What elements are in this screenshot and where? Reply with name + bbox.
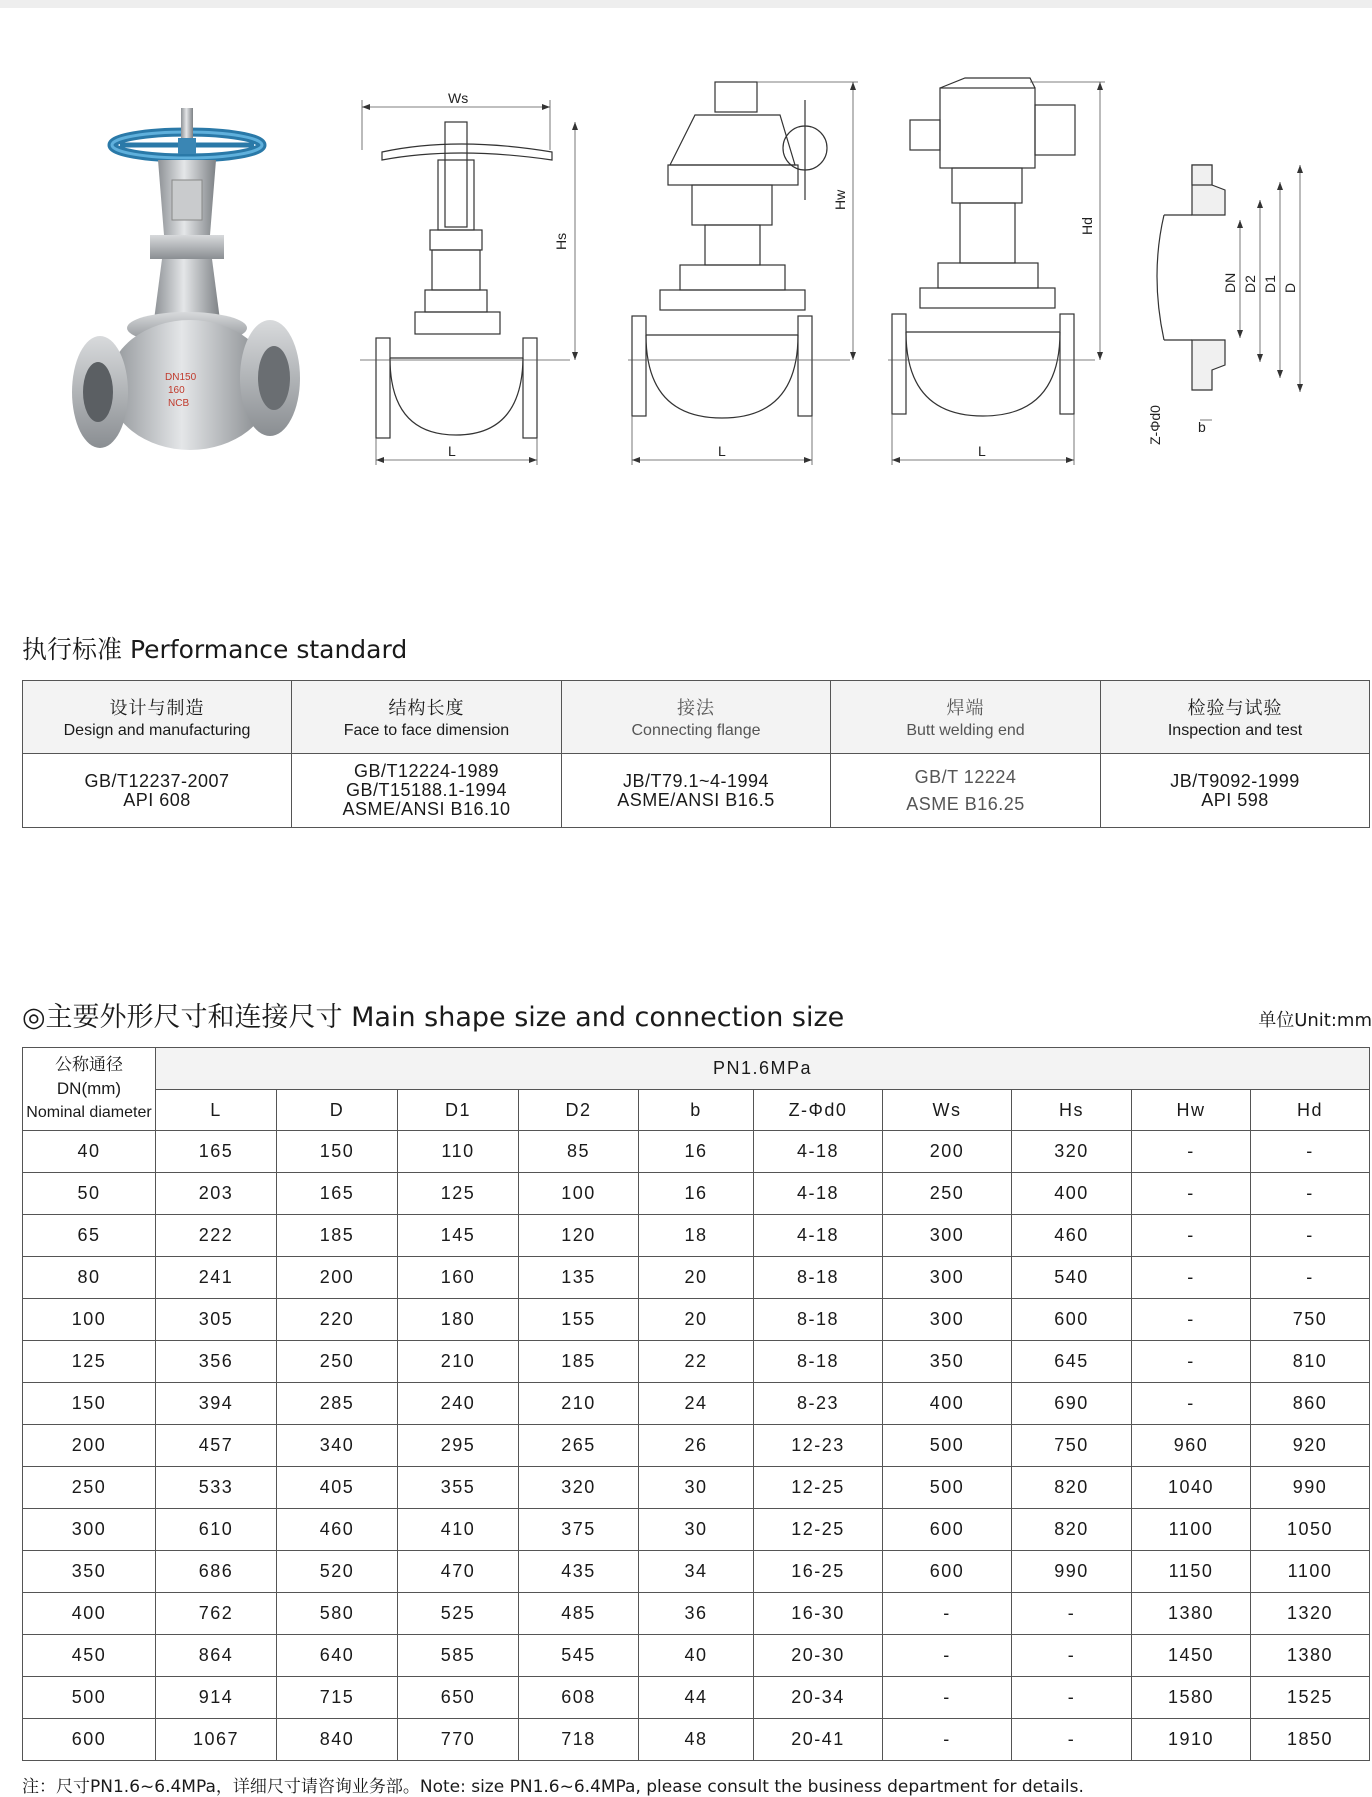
dim-label-d: D (1282, 282, 1298, 293)
value-design: GB/T12237-2007 API 608 (23, 754, 292, 828)
table-cell: 265 (519, 1425, 639, 1467)
table-cell: 686 (156, 1551, 277, 1593)
table-cell: 350 (883, 1341, 1012, 1383)
table-cell: 320 (1012, 1131, 1132, 1173)
pressure-header: PN1.6MPa (156, 1048, 1370, 1090)
table-cell: 410 (398, 1509, 519, 1551)
table-row (23, 1509, 1370, 1551)
handwheel-valve-drawing (360, 60, 600, 470)
dim-label-zd: Z-Φd0 (1147, 405, 1163, 445)
table-cell: - (1132, 1341, 1251, 1383)
table-cell: 355 (398, 1467, 519, 1509)
table-cell: 500 (883, 1467, 1012, 1509)
table-cell: 610 (156, 1509, 277, 1551)
table-cell: 585 (398, 1635, 519, 1677)
table-cell: 640 (277, 1635, 398, 1677)
dim-label-d1: D1 (1262, 275, 1278, 293)
table-row (23, 1131, 1370, 1173)
column-header: Hd (1251, 1090, 1370, 1131)
table-row (23, 1593, 1370, 1635)
table-cell: 20-41 (754, 1719, 883, 1761)
table-cell: 16 (639, 1173, 754, 1215)
table-row (23, 1383, 1370, 1425)
table-cell: - (1132, 1383, 1251, 1425)
table-cell: 485 (519, 1593, 639, 1635)
table-cell: 250 (277, 1341, 398, 1383)
table-row (23, 1425, 1370, 1467)
table-cell: 1100 (1251, 1551, 1370, 1593)
column-header: Hs (1012, 1090, 1132, 1131)
table-cell: 1580 (1132, 1677, 1251, 1719)
column-header: Ws (883, 1090, 1012, 1131)
table-row (23, 1341, 1370, 1383)
table-cell: 125 (398, 1173, 519, 1215)
table-cell: 500 (883, 1425, 1012, 1467)
table-cell: 960 (1132, 1425, 1251, 1467)
table-cell: 4-18 (754, 1173, 883, 1215)
table-cell: 285 (277, 1383, 398, 1425)
table-cell: 12-25 (754, 1509, 883, 1551)
table-cell: 600 (883, 1509, 1012, 1551)
table-cell: - (1132, 1299, 1251, 1341)
dim-label-l1: L (448, 443, 456, 459)
table-cell: - (883, 1635, 1012, 1677)
table-cell: 8-23 (754, 1383, 883, 1425)
table-cell: 580 (277, 1593, 398, 1635)
table-cell: 864 (156, 1635, 277, 1677)
dim-label-l2: L (718, 443, 726, 459)
table-cell: 400 (883, 1383, 1012, 1425)
dn-cell: 500 (23, 1677, 156, 1719)
table-cell: 520 (277, 1551, 398, 1593)
table-cell: 295 (398, 1425, 519, 1467)
table-cell: 457 (156, 1425, 277, 1467)
performance-standard-table (22, 680, 1370, 828)
table-cell: 20-34 (754, 1677, 883, 1719)
table-cell: - (883, 1719, 1012, 1761)
dim-label-ws: Ws (448, 90, 469, 106)
table-cell: 1100 (1132, 1509, 1251, 1551)
dn-cell: 125 (23, 1341, 156, 1383)
table-cell: 1850 (1251, 1719, 1370, 1761)
table-cell: 300 (883, 1257, 1012, 1299)
column-header: D1 (398, 1090, 519, 1131)
table-cell: 608 (519, 1677, 639, 1719)
dn-cell: 250 (23, 1467, 156, 1509)
table-cell: 20 (639, 1257, 754, 1299)
table-cell: 26 (639, 1425, 754, 1467)
dn-cell: 350 (23, 1551, 156, 1593)
table-cell: 718 (519, 1719, 639, 1761)
header-design: 设计与制造 Design and manufacturing (23, 681, 292, 754)
table-cell: 645 (1012, 1341, 1132, 1383)
table-cell: 40 (639, 1635, 754, 1677)
table-cell: 8-18 (754, 1299, 883, 1341)
column-header: D2 (519, 1090, 639, 1131)
dim-label-hd: Hd (1079, 217, 1095, 235)
table-cell: 770 (398, 1719, 519, 1761)
table-cell: 12-23 (754, 1425, 883, 1467)
table-cell: 210 (398, 1341, 519, 1383)
table-cell: 820 (1012, 1509, 1132, 1551)
table-cell: - (1132, 1257, 1251, 1299)
table-row (23, 1173, 1370, 1215)
column-header: b (639, 1090, 754, 1131)
header-butt-welding: 焊端 Butt welding end (831, 681, 1101, 754)
table-cell: 914 (156, 1677, 277, 1719)
table-cell: 30 (639, 1509, 754, 1551)
dn-cell: 400 (23, 1593, 156, 1635)
table-cell: 1525 (1251, 1677, 1370, 1719)
table-cell: 320 (519, 1467, 639, 1509)
table-cell: 165 (156, 1131, 277, 1173)
table-cell: 435 (519, 1551, 639, 1593)
table-cell: - (1012, 1719, 1132, 1761)
table-row (23, 1215, 1370, 1257)
table-row (23, 1635, 1370, 1677)
table-cell: 4-18 (754, 1215, 883, 1257)
main-size-table (22, 1047, 1370, 1761)
dn-cell: 600 (23, 1719, 156, 1761)
table-row (23, 1257, 1370, 1299)
table-cell: - (1012, 1635, 1132, 1677)
table-row (23, 1467, 1370, 1509)
table-cell: - (1251, 1215, 1370, 1257)
table-cell: 34 (639, 1551, 754, 1593)
table-cell: 150 (277, 1131, 398, 1173)
table-cell: 762 (156, 1593, 277, 1635)
table-cell: 145 (398, 1215, 519, 1257)
performance-header-row (23, 681, 1370, 754)
dim-label-d2: D2 (1242, 275, 1258, 293)
table-cell: 203 (156, 1173, 277, 1215)
unit-label: 单位Unit:mm (1258, 1010, 1372, 1031)
table-cell: 165 (277, 1173, 398, 1215)
table-cell: 600 (883, 1551, 1012, 1593)
dn-cell: 50 (23, 1173, 156, 1215)
table-cell: 222 (156, 1215, 277, 1257)
table-cell: 24 (639, 1383, 754, 1425)
table-row (23, 1719, 1370, 1761)
dn-cell: 65 (23, 1215, 156, 1257)
table-cell: 1380 (1251, 1635, 1370, 1677)
table-cell: 200 (883, 1131, 1012, 1173)
photo-marking-1: DN150 (165, 372, 197, 383)
table-cell: 405 (277, 1467, 398, 1509)
dim-label-hw: Hw (832, 189, 848, 210)
table-cell: 16-25 (754, 1551, 883, 1593)
table-cell: - (1132, 1131, 1251, 1173)
main-size-title: ◎主要外形尺寸和连接尺寸 Main shape size and connection size (22, 1002, 845, 1033)
table-cell: 460 (277, 1509, 398, 1551)
value-face-to-face: GB/T12224-1989 GB/T15188.1-1994 ASME/ANSI B16.10 (292, 754, 562, 828)
table-cell: 1320 (1251, 1593, 1370, 1635)
table-cell: 220 (277, 1299, 398, 1341)
table-cell: 820 (1012, 1467, 1132, 1509)
table-cell: 210 (519, 1383, 639, 1425)
table-cell: 810 (1251, 1341, 1370, 1383)
table-cell: 16-30 (754, 1593, 883, 1635)
table-cell: 48 (639, 1719, 754, 1761)
header-face-to-face: 结构长度 Face to face dimension (292, 681, 562, 754)
dn-cell: 450 (23, 1635, 156, 1677)
table-cell: 200 (277, 1257, 398, 1299)
table-cell: 185 (277, 1215, 398, 1257)
table-cell: 110 (398, 1131, 519, 1173)
table-cell: 135 (519, 1257, 639, 1299)
table-cell: 185 (519, 1341, 639, 1383)
column-header: Hw (1132, 1090, 1251, 1131)
table-cell: 715 (277, 1677, 398, 1719)
table-cell: 300 (883, 1215, 1012, 1257)
value-inspection: JB/T9092-1999 API 598 (1101, 754, 1370, 828)
nominal-diameter-header: 公称通径 DN(mm) Nominal diameter (23, 1048, 156, 1131)
dn-cell: 300 (23, 1509, 156, 1551)
table-cell: 240 (398, 1383, 519, 1425)
table-cell: 356 (156, 1341, 277, 1383)
table-cell: 100 (519, 1173, 639, 1215)
value-connecting-flange: JB/T79.1~4-1994 ASME/ANSI B16.5 (562, 754, 831, 828)
column-header: Z-Φd0 (754, 1090, 883, 1131)
table-cell: 16 (639, 1131, 754, 1173)
table-cell: 250 (883, 1173, 1012, 1215)
table-cell: 12-25 (754, 1467, 883, 1509)
photo-marking-3: NCB (168, 398, 190, 409)
table-cell: 1050 (1251, 1509, 1370, 1551)
table-cell: 990 (1012, 1551, 1132, 1593)
table-cell: 840 (277, 1719, 398, 1761)
table-row (23, 1551, 1370, 1593)
footnote: 注：尺寸PN1.6~6.4MPa，详细尺寸请咨询业务部。Note: size PN1.6~6.4MPa, please consult the business department for details. (22, 1777, 1084, 1797)
table-cell: 1040 (1132, 1467, 1251, 1509)
table-cell: - (1012, 1677, 1132, 1719)
table-cell: 300 (883, 1299, 1012, 1341)
flange-section-drawing (1140, 60, 1320, 460)
column-header: L (156, 1090, 277, 1131)
table-cell: 600 (1012, 1299, 1132, 1341)
table-cell: 525 (398, 1593, 519, 1635)
header-inspection: 检验与试验 Inspection and test (1101, 681, 1370, 754)
table-cell: - (1251, 1257, 1370, 1299)
valve-photo (70, 60, 310, 460)
table-cell: 36 (639, 1593, 754, 1635)
table-cell: 85 (519, 1131, 639, 1173)
performance-standard-title: 执行标准 Performance standard (22, 635, 408, 664)
table-row (23, 1677, 1370, 1719)
table-cell: 8-18 (754, 1341, 883, 1383)
column-header: D (277, 1090, 398, 1131)
table-cell: 750 (1251, 1299, 1370, 1341)
table-cell: 650 (398, 1677, 519, 1719)
table-cell: 155 (519, 1299, 639, 1341)
table-cell: - (1012, 1593, 1132, 1635)
table-cell: - (883, 1677, 1012, 1719)
table-cell: 20-30 (754, 1635, 883, 1677)
table-cell: 20 (639, 1299, 754, 1341)
table-cell: - (1132, 1215, 1251, 1257)
table-cell: 394 (156, 1383, 277, 1425)
table-cell: 1150 (1132, 1551, 1251, 1593)
valve-drawings (0, 60, 1372, 480)
table-cell: - (1251, 1173, 1370, 1215)
dim-label-b: b (1198, 419, 1206, 435)
header-connecting-flange: 接法 Connecting flange (562, 681, 831, 754)
table-cell: 470 (398, 1551, 519, 1593)
dn-cell: 100 (23, 1299, 156, 1341)
main-header-row-2 (23, 1090, 1370, 1131)
table-row (23, 1299, 1370, 1341)
table-cell: 920 (1251, 1425, 1370, 1467)
table-cell: - (1132, 1173, 1251, 1215)
top-bar (0, 0, 1372, 8)
table-cell: - (883, 1593, 1012, 1635)
dn-cell: 40 (23, 1131, 156, 1173)
table-cell: 241 (156, 1257, 277, 1299)
electric-valve-drawing (880, 60, 1110, 470)
dn-cell: 80 (23, 1257, 156, 1299)
table-cell: 8-18 (754, 1257, 883, 1299)
table-cell: 690 (1012, 1383, 1132, 1425)
value-butt-welding: GB/T 12224 ASME B16.25 (831, 754, 1101, 828)
main-header-row-1 (23, 1048, 1370, 1090)
dim-label-hs: Hs (553, 232, 569, 250)
table-cell: 18 (639, 1215, 754, 1257)
table-cell: 305 (156, 1299, 277, 1341)
table-cell: 4-18 (754, 1131, 883, 1173)
table-cell: 180 (398, 1299, 519, 1341)
table-cell: 340 (277, 1425, 398, 1467)
table-cell: 990 (1251, 1467, 1370, 1509)
table-cell: 1910 (1132, 1719, 1251, 1761)
table-cell: 860 (1251, 1383, 1370, 1425)
performance-value-row (23, 754, 1370, 828)
dn-cell: 150 (23, 1383, 156, 1425)
table-cell: 1380 (1132, 1593, 1251, 1635)
photo-marking-2: 160 (168, 385, 185, 396)
table-cell: 540 (1012, 1257, 1132, 1299)
table-cell: 545 (519, 1635, 639, 1677)
table-cell: 22 (639, 1341, 754, 1383)
gear-valve-drawing (620, 60, 870, 470)
table-cell: 1067 (156, 1719, 277, 1761)
dn-cell: 200 (23, 1425, 156, 1467)
table-cell: 1450 (1132, 1635, 1251, 1677)
table-cell: 400 (1012, 1173, 1132, 1215)
table-cell: 160 (398, 1257, 519, 1299)
table-cell: - (1251, 1131, 1370, 1173)
table-cell: 375 (519, 1509, 639, 1551)
table-cell: 750 (1012, 1425, 1132, 1467)
dim-label-l3: L (978, 443, 986, 459)
dim-label-dn: DN (1222, 272, 1238, 293)
table-cell: 30 (639, 1467, 754, 1509)
table-cell: 120 (519, 1215, 639, 1257)
table-cell: 44 (639, 1677, 754, 1719)
table-cell: 460 (1012, 1215, 1132, 1257)
table-cell: 533 (156, 1467, 277, 1509)
